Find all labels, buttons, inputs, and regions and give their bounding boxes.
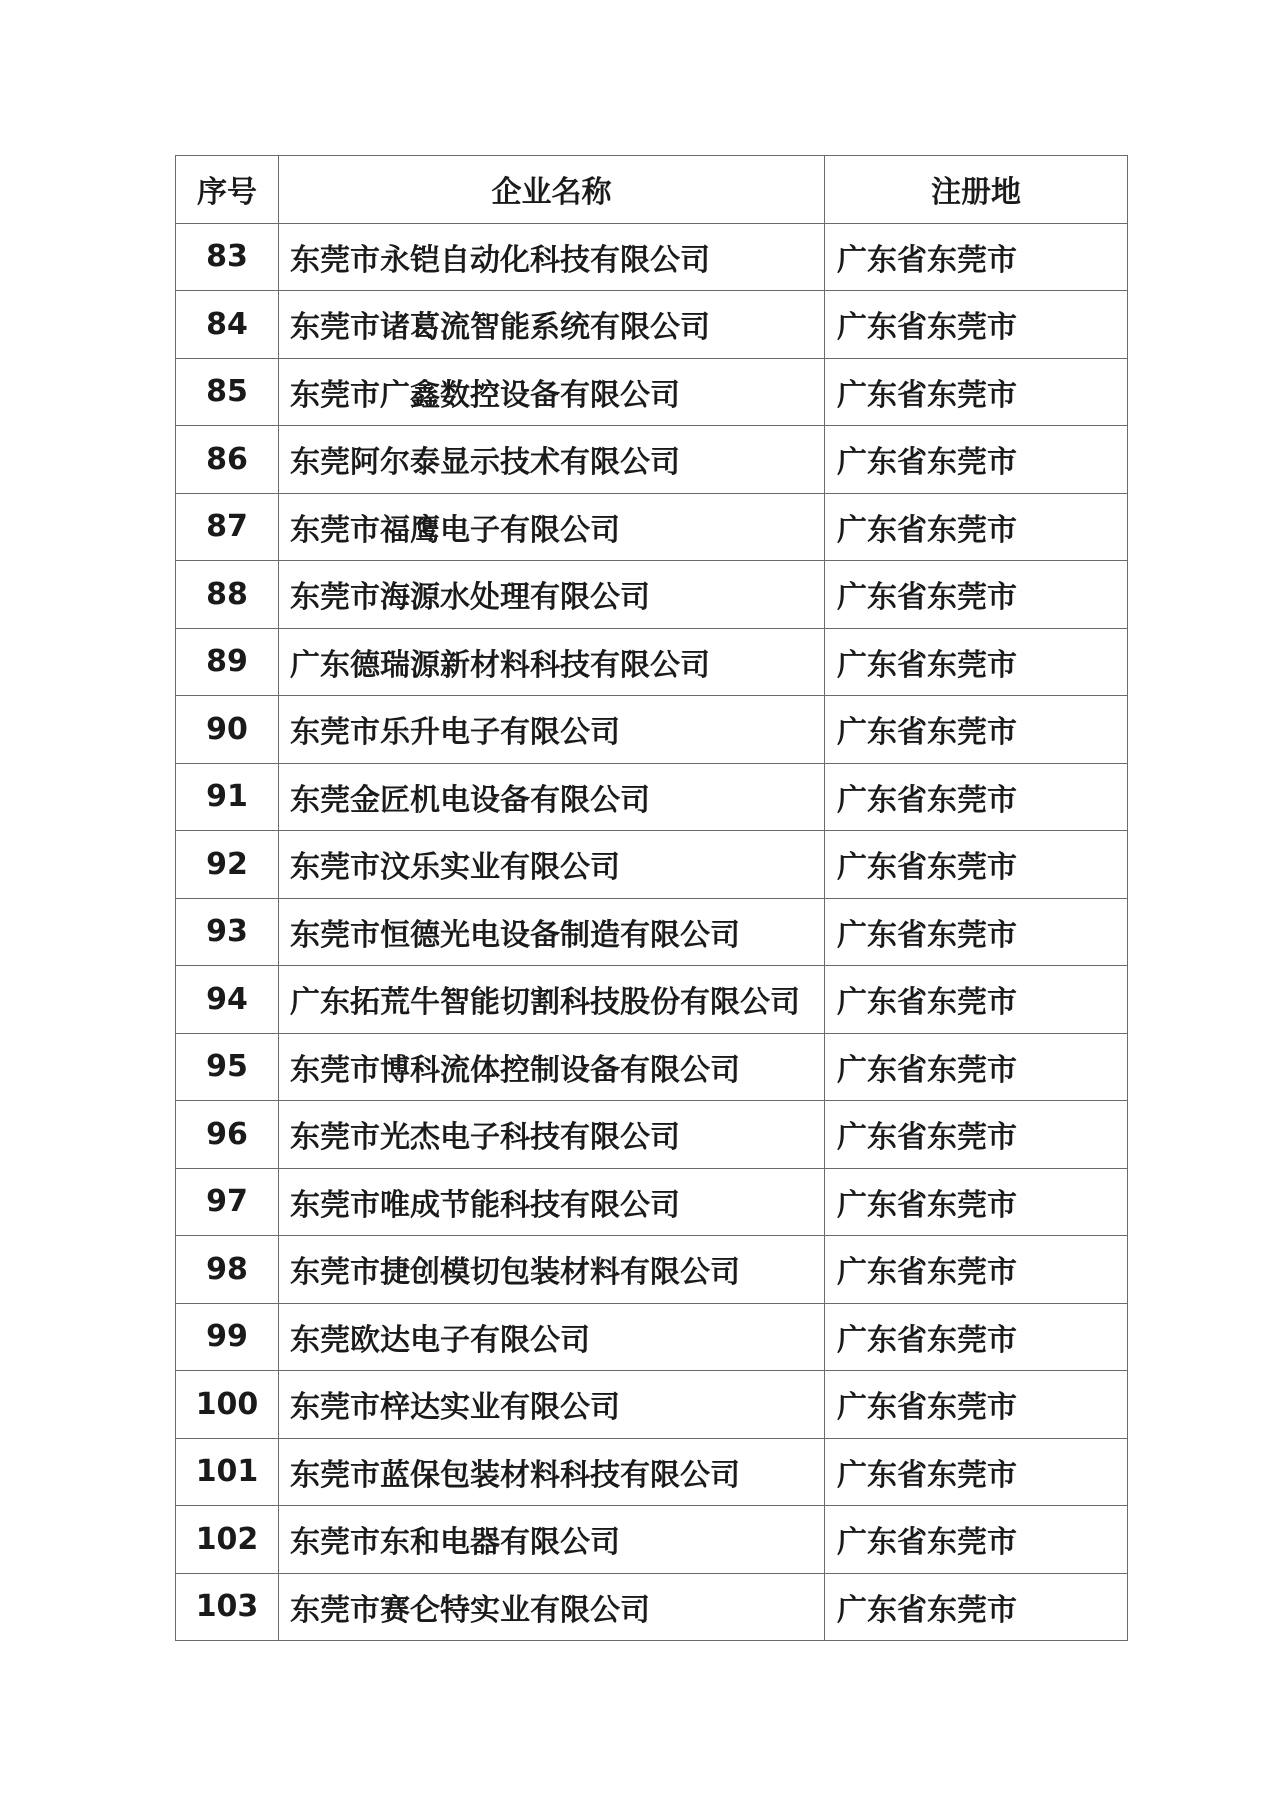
registered-place-cell: 广东省东莞市 <box>825 696 1128 764</box>
table-row <box>176 966 1128 1034</box>
table-row <box>176 426 1128 494</box>
registered-place-cell: 广东省东莞市 <box>825 1303 1128 1371</box>
serial-number-cell: 85 <box>176 358 279 426</box>
table-row <box>176 1371 1128 1439</box>
serial-number-cell: 97 <box>176 1168 279 1236</box>
table-row <box>176 493 1128 561</box>
table-body <box>176 223 1128 1641</box>
table-row <box>176 1236 1128 1304</box>
company-name-cell: 东莞市博科流体控制设备有限公司 <box>279 1033 825 1101</box>
serial-number-cell: 92 <box>176 831 279 899</box>
table-row <box>176 696 1128 764</box>
registered-place-cell: 广东省东莞市 <box>825 1101 1128 1169</box>
serial-number-cell: 93 <box>176 898 279 966</box>
table-row <box>176 1573 1128 1641</box>
serial-number-cell: 84 <box>176 291 279 359</box>
registered-place-cell: 广东省东莞市 <box>825 1573 1128 1641</box>
serial-number-cell: 88 <box>176 561 279 629</box>
table-row <box>176 291 1128 359</box>
table-row <box>176 223 1128 291</box>
serial-number-cell: 102 <box>176 1506 279 1574</box>
header-registered-place: 注册地 <box>825 156 1128 224</box>
registered-place-cell: 广东省东莞市 <box>825 1168 1128 1236</box>
registered-place-cell: 广东省东莞市 <box>825 898 1128 966</box>
company-name-cell: 东莞市永铠自动化科技有限公司 <box>279 223 825 291</box>
company-name-cell: 东莞市东和电器有限公司 <box>279 1506 825 1574</box>
registered-place-cell: 广东省东莞市 <box>825 493 1128 561</box>
table-row <box>176 1438 1128 1506</box>
registered-place-cell: 广东省东莞市 <box>825 831 1128 899</box>
company-name-cell: 东莞市蓝保包装材料科技有限公司 <box>279 1438 825 1506</box>
table-row <box>176 831 1128 899</box>
serial-number-cell: 103 <box>176 1573 279 1641</box>
company-name-cell: 东莞市唯成节能科技有限公司 <box>279 1168 825 1236</box>
company-name-cell: 东莞市赛仑特实业有限公司 <box>279 1573 825 1641</box>
registered-place-cell: 广东省东莞市 <box>825 426 1128 494</box>
serial-number-cell: 98 <box>176 1236 279 1304</box>
serial-number-cell: 95 <box>176 1033 279 1101</box>
table-row <box>176 1168 1128 1236</box>
company-name-cell: 东莞市诸葛流智能系统有限公司 <box>279 291 825 359</box>
registered-place-cell: 广东省东莞市 <box>825 966 1128 1034</box>
table-row <box>176 358 1128 426</box>
registered-place-cell: 广东省东莞市 <box>825 1236 1128 1304</box>
serial-number-cell: 86 <box>176 426 279 494</box>
company-name-cell: 东莞市汶乐实业有限公司 <box>279 831 825 899</box>
table-header <box>176 156 1128 224</box>
serial-number-cell: 99 <box>176 1303 279 1371</box>
serial-number-cell: 94 <box>176 966 279 1034</box>
serial-number-cell: 101 <box>176 1438 279 1506</box>
registered-place-cell: 广东省东莞市 <box>825 1371 1128 1439</box>
company-name-cell: 东莞市捷创模切包装材料有限公司 <box>279 1236 825 1304</box>
registered-place-cell: 广东省东莞市 <box>825 1506 1128 1574</box>
company-name-cell: 广东拓荒牛智能切割科技股份有限公司 <box>279 966 825 1034</box>
table-row <box>176 1033 1128 1101</box>
company-name-cell: 东莞市恒德光电设备制造有限公司 <box>279 898 825 966</box>
serial-number-cell: 100 <box>176 1371 279 1439</box>
company-name-cell: 东莞市光杰电子科技有限公司 <box>279 1101 825 1169</box>
table-row <box>176 628 1128 696</box>
table-row <box>176 1506 1128 1574</box>
table-row <box>176 1101 1128 1169</box>
company-name-cell: 广东德瑞源新材料科技有限公司 <box>279 628 825 696</box>
company-name-cell: 东莞欧达电子有限公司 <box>279 1303 825 1371</box>
serial-number-cell: 96 <box>176 1101 279 1169</box>
registered-place-cell: 广东省东莞市 <box>825 223 1128 291</box>
company-name-cell: 东莞市梓达实业有限公司 <box>279 1371 825 1439</box>
company-name-cell: 东莞市广鑫数控设备有限公司 <box>279 358 825 426</box>
company-name-cell: 东莞市乐升电子有限公司 <box>279 696 825 764</box>
registered-place-cell: 广东省东莞市 <box>825 763 1128 831</box>
registered-place-cell: 广东省东莞市 <box>825 561 1128 629</box>
registered-place-cell: 广东省东莞市 <box>825 291 1128 359</box>
serial-number-cell: 90 <box>176 696 279 764</box>
header-row <box>176 156 1128 224</box>
company-name-cell: 东莞市海源水处理有限公司 <box>279 561 825 629</box>
serial-number-cell: 91 <box>176 763 279 831</box>
serial-number-cell: 89 <box>176 628 279 696</box>
serial-number-cell: 87 <box>176 493 279 561</box>
company-table <box>175 155 1128 1641</box>
table-row <box>176 1303 1128 1371</box>
table-row <box>176 561 1128 629</box>
registered-place-cell: 广东省东莞市 <box>825 358 1128 426</box>
registered-place-cell: 广东省东莞市 <box>825 628 1128 696</box>
table-row <box>176 763 1128 831</box>
registered-place-cell: 广东省东莞市 <box>825 1438 1128 1506</box>
header-company-name: 企业名称 <box>279 156 825 224</box>
header-serial-number: 序号 <box>176 156 279 224</box>
company-name-cell: 东莞阿尔泰显示技术有限公司 <box>279 426 825 494</box>
registered-place-cell: 广东省东莞市 <box>825 1033 1128 1101</box>
table-row <box>176 898 1128 966</box>
company-name-cell: 东莞市福鹰电子有限公司 <box>279 493 825 561</box>
serial-number-cell: 83 <box>176 223 279 291</box>
company-name-cell: 东莞金匠机电设备有限公司 <box>279 763 825 831</box>
